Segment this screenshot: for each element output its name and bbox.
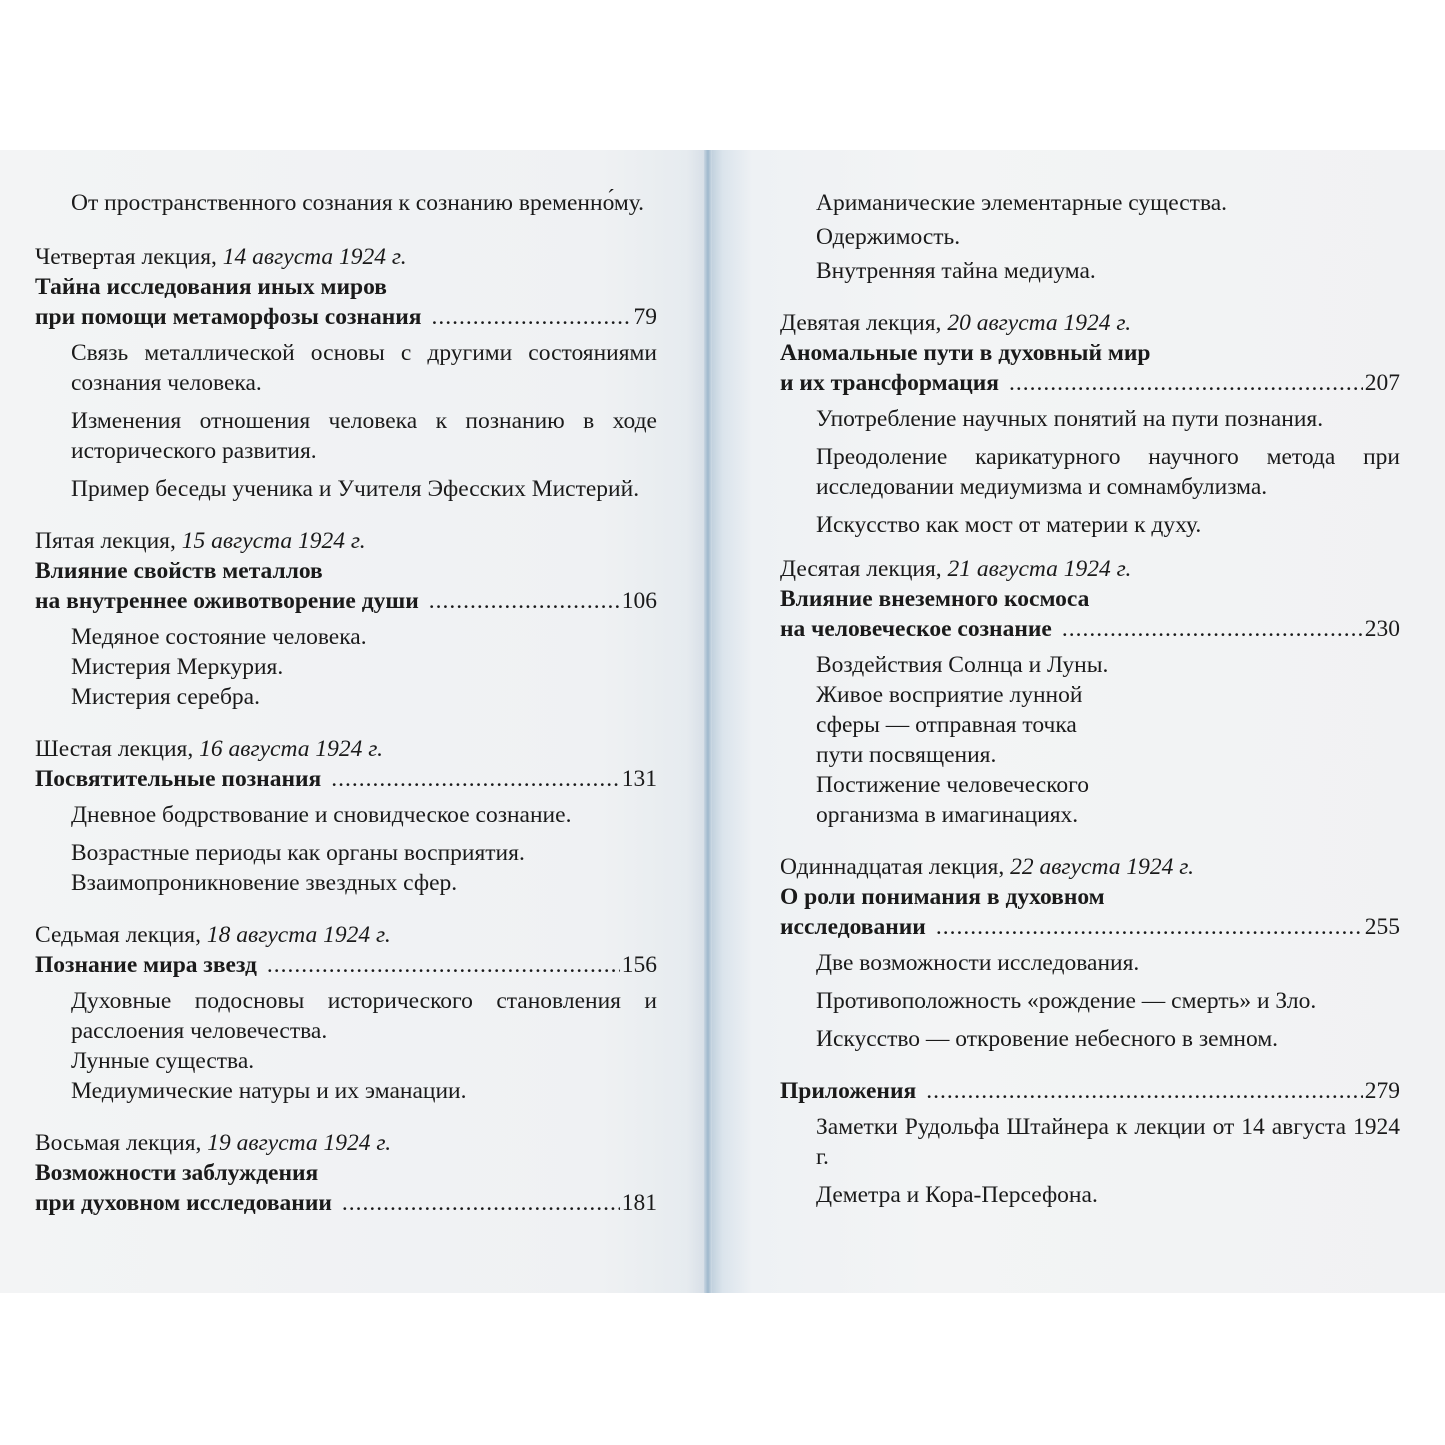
lecture-date: 22 августа 1924 г. [1010,854,1194,880]
right-page [708,150,1445,1293]
lecture-title: Аномальные пути в духовный мир [780,340,1151,366]
lecture-date: 15 августа 1924 г. [181,528,366,554]
toc-subitem: Воздействия Солнца и Луны. [816,652,1109,678]
page-number: 255 [1364,914,1400,940]
page-number: 131 [621,766,657,792]
toc-subitem: Преодоление карикатурного научного метода при исследовании медиумизма и сомнамбулизма. [816,444,1400,500]
toc-subitem: Дневное бодрствование и сновидческое сознание. [71,802,572,828]
toc-subitem: Связь металлической основы с другими состояниями сознания человека. [71,340,657,396]
toc-entry-lecture-5 [35,526,657,712]
lecture-heading [35,734,657,764]
lecture-heading [35,920,657,950]
lecture-title: Влияние внеземного космоса [780,586,1090,612]
dot-leader [1062,614,1363,644]
toc-right [780,188,1400,1218]
lecture-title: Влияние свойств металлов [35,558,323,584]
lecture-title-line[interactable] [35,302,657,332]
lecture-title: и их трансформация [780,370,1000,396]
page-number: 279 [1364,1078,1400,1104]
toc-entry-lecture-11 [780,852,1400,1054]
toc-subitem: Деметра и Кора-Персефона. [816,1182,1098,1208]
lecture-number: Пятая лекция, [35,528,176,554]
lecture-title: Посвятительные познания [35,766,322,792]
toc-subitem: Пример беседы ученика и Учителя Эфесских Мистерий. [71,476,640,502]
dot-leader [432,302,632,332]
page-number: 79 [633,304,657,330]
dot-leader [267,950,620,980]
lecture-title: при духовном исследовании [35,1190,332,1216]
lecture-title-line[interactable] [35,764,657,794]
dot-leader [926,1076,1363,1106]
open-book [0,150,1445,1293]
toc-subitem: Духовные подосновы исторического становления и расслоения человечества. [71,988,657,1044]
toc-subitem: Постижение человеческого организма в имагинациях. [816,772,1089,828]
page-number: 230 [1364,616,1400,642]
toc-subitem: Искусство как мост от материи к духу. [816,512,1202,538]
toc-subitem: Живое восприятие лунной сферы — отправная точка пути посвящения. [816,682,1083,768]
page-number: 156 [621,952,657,978]
lecture-title-line[interactable] [780,912,1400,942]
toc-subitem: Искусство — откровение небесного в земном. [816,1026,1279,1052]
lecture-date: 20 августа 1924 г. [947,310,1132,336]
dot-leader [342,1188,620,1218]
lecture-number: Одиннадцатая лекция, [780,854,1005,880]
lecture-title: Тайна исследования иных миров [35,274,387,300]
toc-subitem: Две возможности исследования. [816,950,1140,976]
toc-entry-lecture-8 [35,1128,657,1218]
toc-subitem: Заметки Рудольфа Штайнера к лекции от 14 августа 1924 г. [816,1114,1400,1170]
toc-entry-lecture-4 [35,242,657,504]
lecture-date: 18 августа 1924 г. [206,922,391,948]
lecture-subitems [780,404,1400,540]
lecture-subitems [780,948,1400,1054]
toc-subitem: Внутренняя тайна медиума. [816,258,1096,284]
lecture-subitems [35,622,657,712]
lecture-number: Восьмая лекция, [35,1130,202,1156]
dot-leader [1009,368,1363,398]
toc-left [35,188,657,1224]
lecture-number: Десятая лекция, [780,556,942,582]
lecture-title: Возможности заблуждения [35,1160,319,1186]
lecture-title: на человеческое сознание [780,616,1052,642]
page-number: 181 [621,1190,657,1216]
appendix-title: Приложения [780,1078,917,1104]
lecture-date: 16 августа 1924 г. [199,736,383,762]
lecture-heading [35,242,657,272]
continuation-items [35,188,657,218]
toc-subitem: Медиумические натуры и их эманации. [71,1078,467,1104]
lecture-heading [35,526,657,556]
toc-subitem: Медяное состояние человека. [71,624,367,650]
page-number: 207 [1364,370,1400,396]
dot-leader [429,586,620,616]
toc-entry-lecture-7 [35,920,657,1106]
lecture-title: на внутреннее оживотворение души [35,588,419,614]
dot-leader [936,912,1363,942]
lecture-subitems [35,986,657,1106]
book-spine [704,150,712,1293]
lecture-title-line[interactable] [780,614,1400,644]
toc-subitem: Лунные существа. [71,1048,255,1074]
toc-subitem: Одержимость. [816,224,961,250]
appendix-subitems [780,1112,1400,1210]
lecture-title: Познание мира звезд [35,952,257,978]
toc-subitem: Взаимопроникновение звездных сфер. [71,870,458,896]
toc-subitem: Противоположность «рождение — смерть» и Зло. [816,988,1317,1014]
lecture-heading [35,1128,657,1158]
toc-subitem: Возрастные периоды как органы восприятия. [71,840,525,866]
lecture-title-line[interactable] [35,1188,657,1218]
toc-subitem: Употребление научных понятий на пути познания. [816,406,1324,432]
lecture-date: 19 августа 1924 г. [207,1130,392,1156]
left-page [0,150,708,1293]
lecture-subitems [780,650,1400,830]
lecture-subitems [35,800,657,898]
lecture-title: О роли понимания в духовном [780,884,1105,910]
toc-subitem: Изменения отношения человека к познанию в ходе исторического развития. [71,408,657,464]
lecture-heading [780,852,1400,882]
lecture-date: 21 августа 1924 г. [947,556,1132,582]
lecture-title: при помощи метаморфозы сознания [35,304,422,330]
lecture-title: исследовании [780,914,926,940]
toc-entry-appendix [780,1076,1400,1210]
lecture-heading [780,308,1400,338]
toc-subitem: От пространственного сознания к сознанию временно́му. [71,190,645,216]
toc-entry-lecture-10 [780,554,1400,830]
toc-entry-lecture-6 [35,734,657,898]
continuation-items [780,188,1400,286]
lecture-number: Шестая лекция, [35,736,194,762]
lecture-title-line[interactable] [35,586,657,616]
lecture-heading [780,554,1400,584]
lecture-title-line[interactable] [780,368,1400,398]
lecture-subitems [35,338,657,504]
page-number: 106 [621,588,657,614]
toc-entry-lecture-9 [780,308,1400,540]
toc-subitem: Ариманические элементарные существа. [816,190,1228,216]
lecture-number: Девятая лекция, [780,310,942,336]
lecture-date: 14 августа 1924 г. [222,244,407,270]
lecture-title-line[interactable] [35,950,657,980]
lecture-number: Седьмая лекция, [35,922,201,948]
appendix-title-line[interactable] [780,1076,1400,1106]
lecture-number: Четвертая лекция, [35,244,217,270]
dot-leader [331,764,620,794]
toc-subitem: Мистерия серебра. [71,684,260,710]
toc-subitem: Мистерия Меркурия. [71,654,284,680]
